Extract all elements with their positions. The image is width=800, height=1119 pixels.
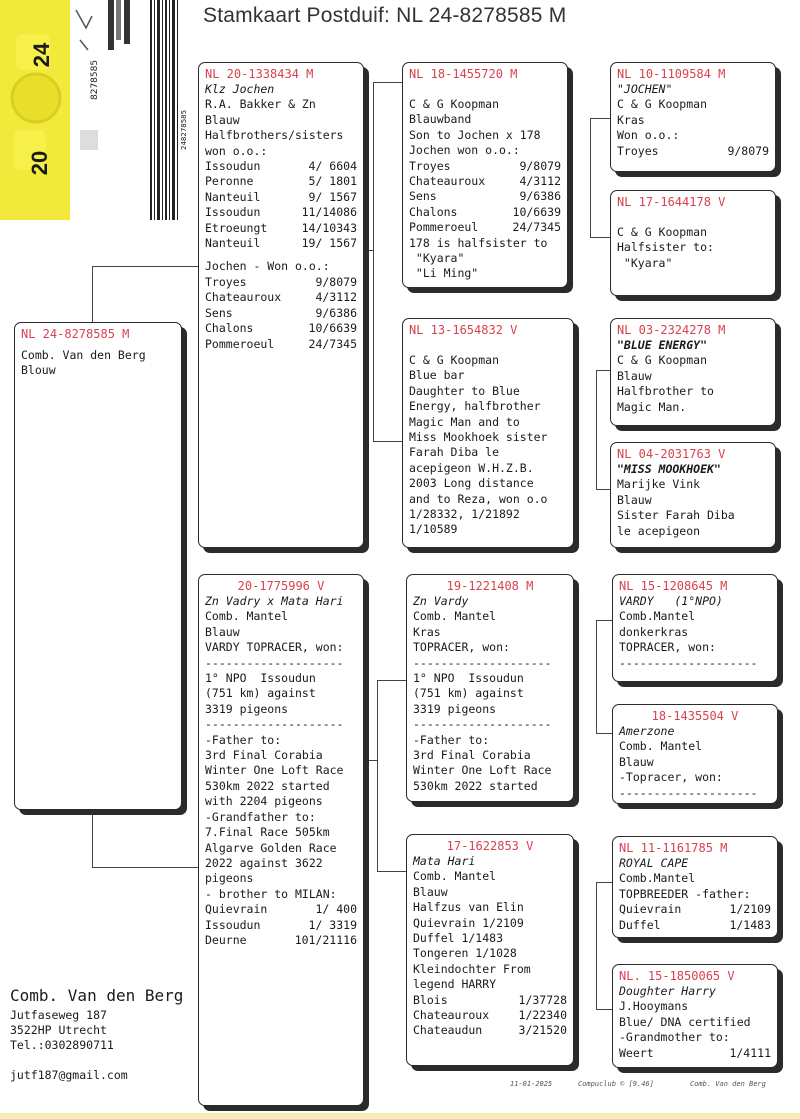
fff-line: Won o.o.: [617,128,680,143]
mmf-ring: NL 11-1161785 M [619,841,728,855]
mf-line: -------------------- [413,717,552,732]
fm-line: Magic Man and to [409,414,520,429]
mother-line: 530km 2022 started [205,778,330,793]
pigeon-card-mm [406,834,574,1066]
pigeon-card-mmf [612,836,778,938]
mother-line: 2022 against 3622 [205,855,323,870]
fm-line: Farah Diba le [409,445,500,460]
mmm-name: Doughter Harry [619,984,716,998]
mff-line: TOPRACER, won: [619,640,716,655]
page-title: Stamkaart Postduif: NL 24-8278585 M [203,4,567,27]
print-date: 11-01-2025 [510,1080,553,1088]
father-ring: NL 20-1338434 M [205,67,314,81]
result-row: Troyes 9/8079 [409,158,561,173]
pigeon-card-ff [402,62,568,288]
pigeon-card-mfm [612,704,778,804]
mother-line: pigeons [205,871,254,886]
connector-mm [596,882,613,1010]
ff-line: "Li Ming" [409,266,479,281]
fmm-name: "MISS MOOKHOEK" [617,462,721,476]
mm-line: Blauw [413,884,448,899]
owner-phone: Tel.:0302890711 [10,1038,114,1052]
connector-mf [596,620,613,734]
owner-street: Jutfaseweg 187 [10,1008,107,1022]
result-row: Sens 9/6386 [205,305,357,320]
mf-line: 3319 pigeons [413,701,497,716]
pigeon-card-mff [612,574,778,682]
fmm-line: le acepigeon [617,523,701,538]
result-row: Chateauroux 4/3112 [409,174,561,189]
result-row: Chateaudun 3/21520 [413,1023,567,1038]
result-row: Etroeungt 14/10343 [205,220,357,235]
mff-line: Comb.Mantel [619,609,696,624]
fm-line: Energy, halfbrother [409,399,541,414]
mm-line: Duffel 1/1483 [413,931,504,946]
mff-name: VARDY (1°NPO) [619,594,723,608]
result-row: Nanteuil 9/ 1567 [205,189,357,204]
ffm-ring: NL 17-1644178 V [617,195,726,209]
fmm-ring: NL 04-2031763 V [617,447,726,461]
fm-line: Blue bar [409,368,465,383]
pigeon-card-fmm [610,442,776,548]
father-line: won o.o.: [205,143,268,158]
page-bottom-strip [0,1113,800,1119]
pigeon-card-fmf [610,318,776,426]
stamp-year-right: 24 [29,42,55,68]
result-row: Chateauroux 1/22340 [413,1008,567,1023]
mm-line: Kleindochter From [413,961,531,976]
fm-ring: NL 13-1654832 V [409,323,518,337]
mother-line: VARDY TOPRACER, won: [205,640,344,655]
father-line: R.A. Bakker & Zn [205,97,316,112]
mmm-line: Blue/ DNA certified [619,1014,751,1029]
mmm-line: J.Hooymans [619,999,689,1014]
stamp-barcode-text: 248278585 [180,109,188,150]
result-row: Chalons 10/6639 [409,204,561,219]
ff-ring: NL 18-1455720 M [409,67,518,81]
subject-color: Blouw [21,363,56,378]
fmf-line: Magic Man. [617,399,687,414]
fm-line: 1/28332, 1/21892 [409,507,520,522]
mf-line: TOPRACER, won: [413,640,510,655]
father-line: Blauw [205,112,240,127]
fm-line: acepigeon W.H.Z.B. [409,460,534,475]
mm-line: Tongeren 1/1028 [413,946,517,961]
result-row: Issoudun 11/14086 [205,205,357,220]
mother-line: (751 km) against [205,686,316,701]
fmf-line: Halfbrother to [617,384,714,399]
ffm-line: Halfsister to: [617,240,714,255]
result-row: Pommeroeul 24/7345 [409,220,561,235]
mmf-line: Comb.Mantel [619,871,696,886]
connector-father-mid [365,250,373,251]
fmm-line: Marijke Vink [617,477,701,492]
fm-line: 2003 Long distance [409,476,534,491]
mother-line: 7.Final Race 505km [205,825,330,840]
mf-line: -------------------- [413,655,552,670]
mm-name: Mata Hari [413,854,476,868]
result-row: Peronne 5/ 1801 [205,174,357,189]
pigeon-card-fm [402,318,574,548]
print-software: Compuclub © [9.46] [578,1080,654,1088]
mmf-name: ROYAL CAPE [619,856,689,870]
fmf-ring: NL 03-2324278 M [617,323,726,337]
fmm-line: Sister Farah Diba [617,508,735,523]
owner-city: 3522HP Utrecht [10,1023,107,1037]
ff-line: Jochen won o.o.: [409,143,520,158]
result-row: Quievrain 1/2109 [619,902,771,917]
mfm-line: -------------------- [619,785,758,800]
mm-line: Comb. Mantel [413,869,497,884]
mmf-line: TOPBREEDER -father: [619,886,751,901]
fmm-line: Blauw [617,492,652,507]
mmm-line: -Grandmother to: [619,1030,730,1045]
ff-line: 178 is halfsister to [409,235,548,250]
mother-line: - brother to MILAN: [205,886,337,901]
result-row: Deurne 101/21116 [205,932,357,947]
pigeon-card-mf [406,574,574,802]
result-row: Troyes 9/8079 [617,143,769,158]
mfm-name: Amerzone [619,724,675,738]
result-row: Pommeroeul 24/7345 [205,336,357,351]
mm-line: Quievrain 1/2109 [413,915,524,930]
father-name: Klz Jochen [205,82,275,96]
subject-ring: NL 24-8278585 M [21,327,130,341]
ffm-line: "Kyara" [617,255,673,270]
mother-line: with 2204 pigeons [205,794,323,809]
mf-line: 1° NPO Issoudun [413,671,524,686]
fm-line: C & G Koopman [409,353,500,367]
mff-line: -------------------- [619,655,758,670]
mf-line: Winter One Loft Race [413,763,552,778]
owner-name: Comb. Van den Berg [10,986,184,1005]
mf-line: 3rd Final Corabia [413,748,531,763]
mf-line: -Father to: [413,732,490,747]
pigeon-card-father [198,62,364,548]
connector-mother-mid [365,760,377,761]
fff-name: "JOCHEN" [617,82,673,96]
result-row: Weert 1/4111 [619,1045,771,1060]
mother-line: 3rd Final Corabia [205,748,323,763]
mm-ring: 17-1622853 V [446,839,534,853]
pigeon-card-mmm [612,964,778,1068]
result-row: Issoudun 1/ 3319 [205,917,357,932]
mf-name: Zn Vardy [413,594,469,608]
fmf-name: "BLUE ENERGY" [617,338,708,352]
result-row: Blois 1/37728 [413,992,567,1007]
mother-line: -------------------- [205,655,344,670]
pigeon-card-fff [610,62,776,172]
mfm-line: -Topracer, won: [619,770,723,785]
owner-email: jutf187@gmail.com [10,1068,128,1082]
fm-line: and to Reza, won o.o [409,491,548,506]
result-row: Troyes 9/8079 [205,274,357,289]
print-owner: Comb. Van den Berg [690,1080,766,1088]
mmm-ring: NL. 15-1850065 V [619,969,735,983]
ff-line: C & G Koopman [409,97,500,111]
fm-line: 1/10589 [409,522,458,537]
mother-line: -Grandfather to: [205,809,316,824]
result-row: Sens 9/6386 [409,189,561,204]
ff-line: "Kyara" [409,251,465,266]
fff-line: Kras [617,112,645,127]
mf-line: (751 km) against [413,686,524,701]
mf-ring: 19-1221408 M [446,579,534,593]
fff-ring: NL 10-1109584 M [617,67,726,81]
stamp-year-left: 20 [27,150,53,176]
mother-line: Algarve Golden Race [205,840,337,855]
mother-line: -------------------- [205,717,344,732]
mother-ring: 20-1775996 V [237,579,325,593]
mff-ring: NL 15-1208645 M [619,579,728,593]
mff-line: donkerkras [619,624,689,639]
fm-line: Miss Mookhoek sister [409,430,548,445]
ff-line: Blauwband [409,112,472,127]
mother-line: Winter One Loft Race [205,763,344,778]
ffm-line: C & G Koopman [617,225,708,239]
father-line: Halfbrothers/sisters [205,128,344,143]
pigeon-card-ffm [610,190,776,296]
mfm-line: Blauw [619,754,654,769]
connector-mother [377,680,406,872]
mm-line: Halfzus van Elin [413,900,524,915]
pigeon-card-mother [198,574,364,1106]
father-sub-heading: Jochen - Won o.o.: [205,259,330,274]
ring-label-stamp [0,0,190,220]
mother-line: -Father to: [205,732,282,747]
mf-line: Comb. Mantel [413,609,497,624]
result-row: Duffel 1/1483 [619,917,771,932]
fm-line: Daughter to Blue [409,383,520,398]
pigeon-card-subject [14,322,182,810]
result-row: Quievrain 1/ 400 [205,902,357,917]
result-row: Nanteuil 19/ 1567 [205,236,357,251]
mother-line: 3319 pigeons [205,701,289,716]
mother-line: 1° NPO Issoudun [205,671,316,686]
mother-name: Zn Vadry x Mata Hari [205,594,344,608]
mm-line: legend HARRY [413,977,497,992]
subject-owner: Comb. Van den Berg [21,348,146,362]
ff-line: Son to Jochen x 178 [409,127,541,142]
result-row: Issoudun 4/ 6604 [205,159,357,174]
stamp-ring-number: 8278585 [90,59,100,100]
mother-line: Blauw [205,624,240,639]
mf-line: Kras [413,624,441,639]
fff-line: C & G Koopman [617,97,708,112]
mfm-ring: 18-1435504 V [651,709,739,723]
fmf-line: C & G Koopman [617,353,708,368]
fmf-line: Blauw [617,368,652,383]
result-row: Chalons 10/6639 [205,321,357,336]
mother-line: Comb. Mantel [205,609,289,624]
result-row: Chateauroux 4/3112 [205,290,357,305]
mf-line: 530km 2022 started [413,778,538,793]
mfm-line: Comb. Mantel [619,739,703,754]
